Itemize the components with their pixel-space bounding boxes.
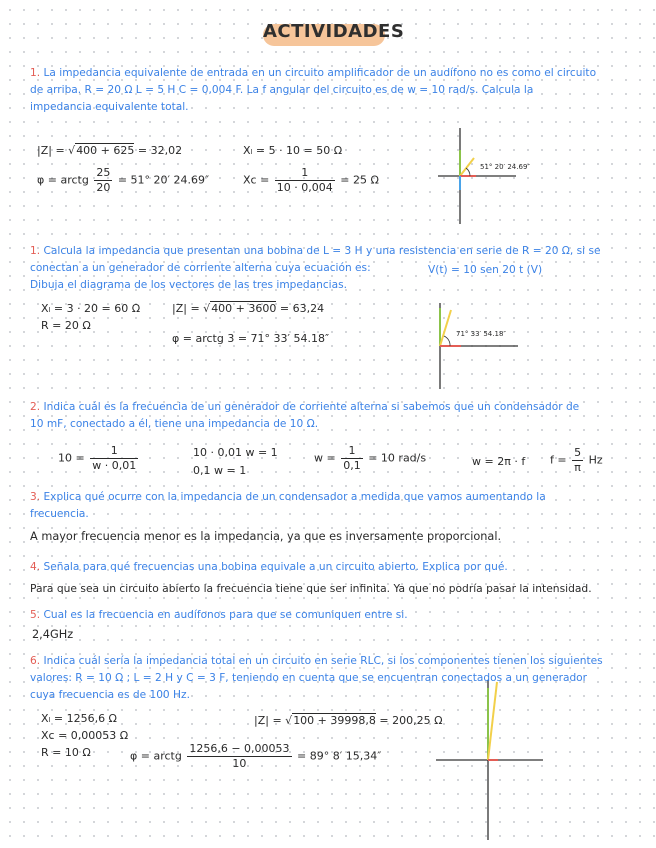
ex1b-angle-label: 71° 33′ 54.18″	[456, 330, 507, 338]
ex6-phi-label: φ = arctg	[130, 749, 186, 763]
ex1b-phi: φ = arctg 3 = 71° 33′ 54.18″	[172, 332, 330, 345]
ex6-number: 6.	[30, 655, 41, 667]
ex1-xc-result: = 25 Ω	[336, 173, 379, 187]
ex6-z-label: |Z| =	[254, 714, 286, 727]
ex3-number: 3.	[30, 491, 41, 503]
ex6-xc: Xc = 0,00053 Ω	[41, 729, 129, 742]
ex1-xc-label: Xc =	[243, 173, 273, 187]
ex2-c-num: 1	[341, 444, 363, 459]
ex1b-question-line-2: conectan a un generador de corriente alterna cuya ecuación es:	[30, 262, 371, 274]
ex2-step-b1: 10 · 0,01 w = 1	[193, 446, 278, 459]
ex1-number: 1.	[30, 67, 41, 79]
ex6-phi-result: = 89° 8′ 15,34″	[293, 749, 382, 763]
ex1b-r: R = 20 Ω	[41, 319, 91, 332]
ex5-number: 5.	[30, 609, 41, 621]
ex1b-z-result: = 63,24	[276, 302, 325, 315]
ex2-a-num: 1	[90, 444, 138, 459]
ex2-step-a	[58, 444, 140, 473]
ex1b-question-line-3: Dibuja el diagrama de los vectores de las tres impedancias.	[30, 279, 347, 291]
ex2-c-den: 0,1	[343, 459, 361, 472]
ex1b-angle-arc	[444, 336, 450, 346]
ex3-question-line-2: frecuencia.	[30, 508, 89, 520]
ex6-z-result: = 200,25 Ω	[375, 714, 443, 727]
ex1-phi-label: φ = arctg	[37, 173, 93, 187]
ex6-r: R = 10 Ω	[41, 746, 91, 759]
ex6-question-line-3: cuya frecuencia es de 100 Hz.	[30, 689, 190, 701]
ex1-angle-arc	[466, 168, 470, 176]
ex2-e-label: f =	[550, 453, 571, 467]
ex1-question-line-2: de arriba. R = 20 Ω L = 5 H C = 0,004 F. La f angular del circuito es de w = 10 rad/s. Calcula la	[30, 84, 534, 96]
ex2-e-den: π	[574, 461, 581, 474]
ex3-q-text-1: Explica qué ocurre con la impedancia de un condensador a medida que vamos aumentando la	[43, 491, 546, 503]
ex1-xl: Xₗ = 5 · 10 = 50 Ω	[243, 144, 343, 157]
ex1b-xl: Xₗ = 3 · 20 = 60 Ω	[41, 302, 141, 315]
ex1-z-label: |Z| =	[37, 144, 69, 157]
ex6-z-root: 100 + 39998,8	[293, 714, 376, 727]
ex2-e-fraction	[572, 446, 583, 475]
ex6-q-text-1: Indica cuál sería la impedancia total en un circuito en serie RLC, si los componentes tienen los siguientes	[43, 655, 603, 667]
ex2-question-line-1	[30, 400, 579, 416]
ex1b-z-modulus: |Z| = √400 + 3600 = 63,24	[172, 302, 325, 315]
ex2-c-label: w =	[314, 451, 340, 465]
ex5-question-line-1	[30, 608, 408, 624]
ex1-q-text-1: La impedancia equivalente de entrada en un circuito amplificador de un audífono no es como el circuito	[43, 67, 597, 79]
ex6-phi-num: 1256,6 − 0,00053	[189, 742, 290, 755]
ex2-e-num: 5	[574, 446, 582, 459]
ex6-phi-den: 10	[232, 757, 247, 770]
ex4-answer: Para que sea un circuito abierto la frecuencia tiene que ser infinita. Ya que no podría pasar la intensidad.	[30, 582, 592, 595]
ex1-phi-num: 25	[96, 166, 111, 179]
ex1-xc-num: 1	[275, 166, 335, 181]
ex1-phi-den: 20	[96, 181, 111, 194]
ex1-z-result: = 32,02	[134, 144, 183, 157]
ex1b-question-line-1	[30, 244, 601, 260]
ex1-phi-result: = 51° 20′ 24.69″	[114, 173, 210, 187]
ex6-phi	[130, 742, 381, 771]
ex1-angle-label: 51° 20′ 24.69″	[480, 163, 531, 171]
ex5-answer: 2,4GHz	[32, 628, 74, 641]
ex3-question-line-1	[30, 490, 546, 506]
ex5-q-text-1: Cual es la frecuencia en audífonos para que se comuniquen entre si.	[43, 609, 408, 621]
ex4-q-text-1: Señala para qué frecuencias una bobina equivale a un circuito abierto. Explica por qué.	[43, 561, 508, 573]
ex2-step-e	[550, 446, 603, 475]
ex2-question-line-2: 10 mF, conectado a él, tiene una impedancia de 10 Ω.	[30, 418, 319, 430]
ex6-xl: Xₗ = 1256,6 Ω	[41, 712, 117, 725]
page-title: ACTIVIDADES	[263, 21, 405, 42]
ex1-question-line-3: impedancia equivalente total.	[30, 101, 189, 113]
ex2-c-result: = 10 rad/s	[364, 451, 427, 465]
ex1-vector-diagram	[438, 128, 516, 224]
ex6-z-modulus: |Z| = √100 + 39998,8 = 200,25 Ω	[254, 714, 443, 727]
ex6-question-line-2: valores: R = 10 Ω ; L = 2 H y C = 3 F, teniendo en cuenta que se encuentran conectados a un generador	[30, 672, 588, 684]
ex6-vector-diagram	[436, 680, 543, 840]
ex2-e-result: Hz	[585, 453, 603, 467]
ex2-a-label: 10 =	[58, 451, 89, 465]
ex6-question-line-1	[30, 654, 603, 670]
ex1b-z-label: |Z| =	[172, 302, 204, 315]
ex6-vector-z	[488, 682, 497, 760]
ex2-step-b2: 0,1 w = 1	[193, 464, 247, 477]
ex2-a-den: w · 0,01	[92, 459, 137, 472]
ex6-phi-fraction	[187, 742, 291, 771]
ex1-vector-z	[460, 158, 474, 176]
ex2-a-fraction	[90, 444, 138, 473]
ex1-z-modulus: |Z| = √400 + 625 = 32,02	[37, 144, 183, 157]
ex1b-vector-diagram	[440, 303, 518, 389]
ex1b-z-root: 400 + 3600	[211, 302, 277, 315]
ex4-question-line-1	[30, 560, 508, 576]
ex2-c-fraction	[341, 444, 363, 473]
ex1b-number: 1.	[30, 245, 41, 257]
ex1-xc-den: 10 · 0,004	[276, 181, 333, 194]
ex3-answer: A mayor frecuencia menor es la impedancia, ya que es inversamente proporcional.	[30, 530, 502, 543]
ex2-step-c	[314, 444, 426, 473]
ex2-number: 2.	[30, 401, 41, 413]
ex1b-equation: V(t) = 10 sen 20 t (V)	[428, 264, 543, 276]
ex2-step-d: w = 2π · f	[472, 455, 526, 468]
ex2-q-text-1: Indica cuál es la frecuencia de un generador de corriente alterna si sabemos que un condensador de	[43, 401, 580, 413]
ex4-number: 4.	[30, 561, 41, 573]
ex1b-q-text-1: Calcula la impedancia que presentan una bobina de L = 3 H y una resistencia en serie de R = 20 Ω, si se	[43, 245, 601, 257]
ex1-z-root: 400 + 625	[76, 144, 135, 157]
